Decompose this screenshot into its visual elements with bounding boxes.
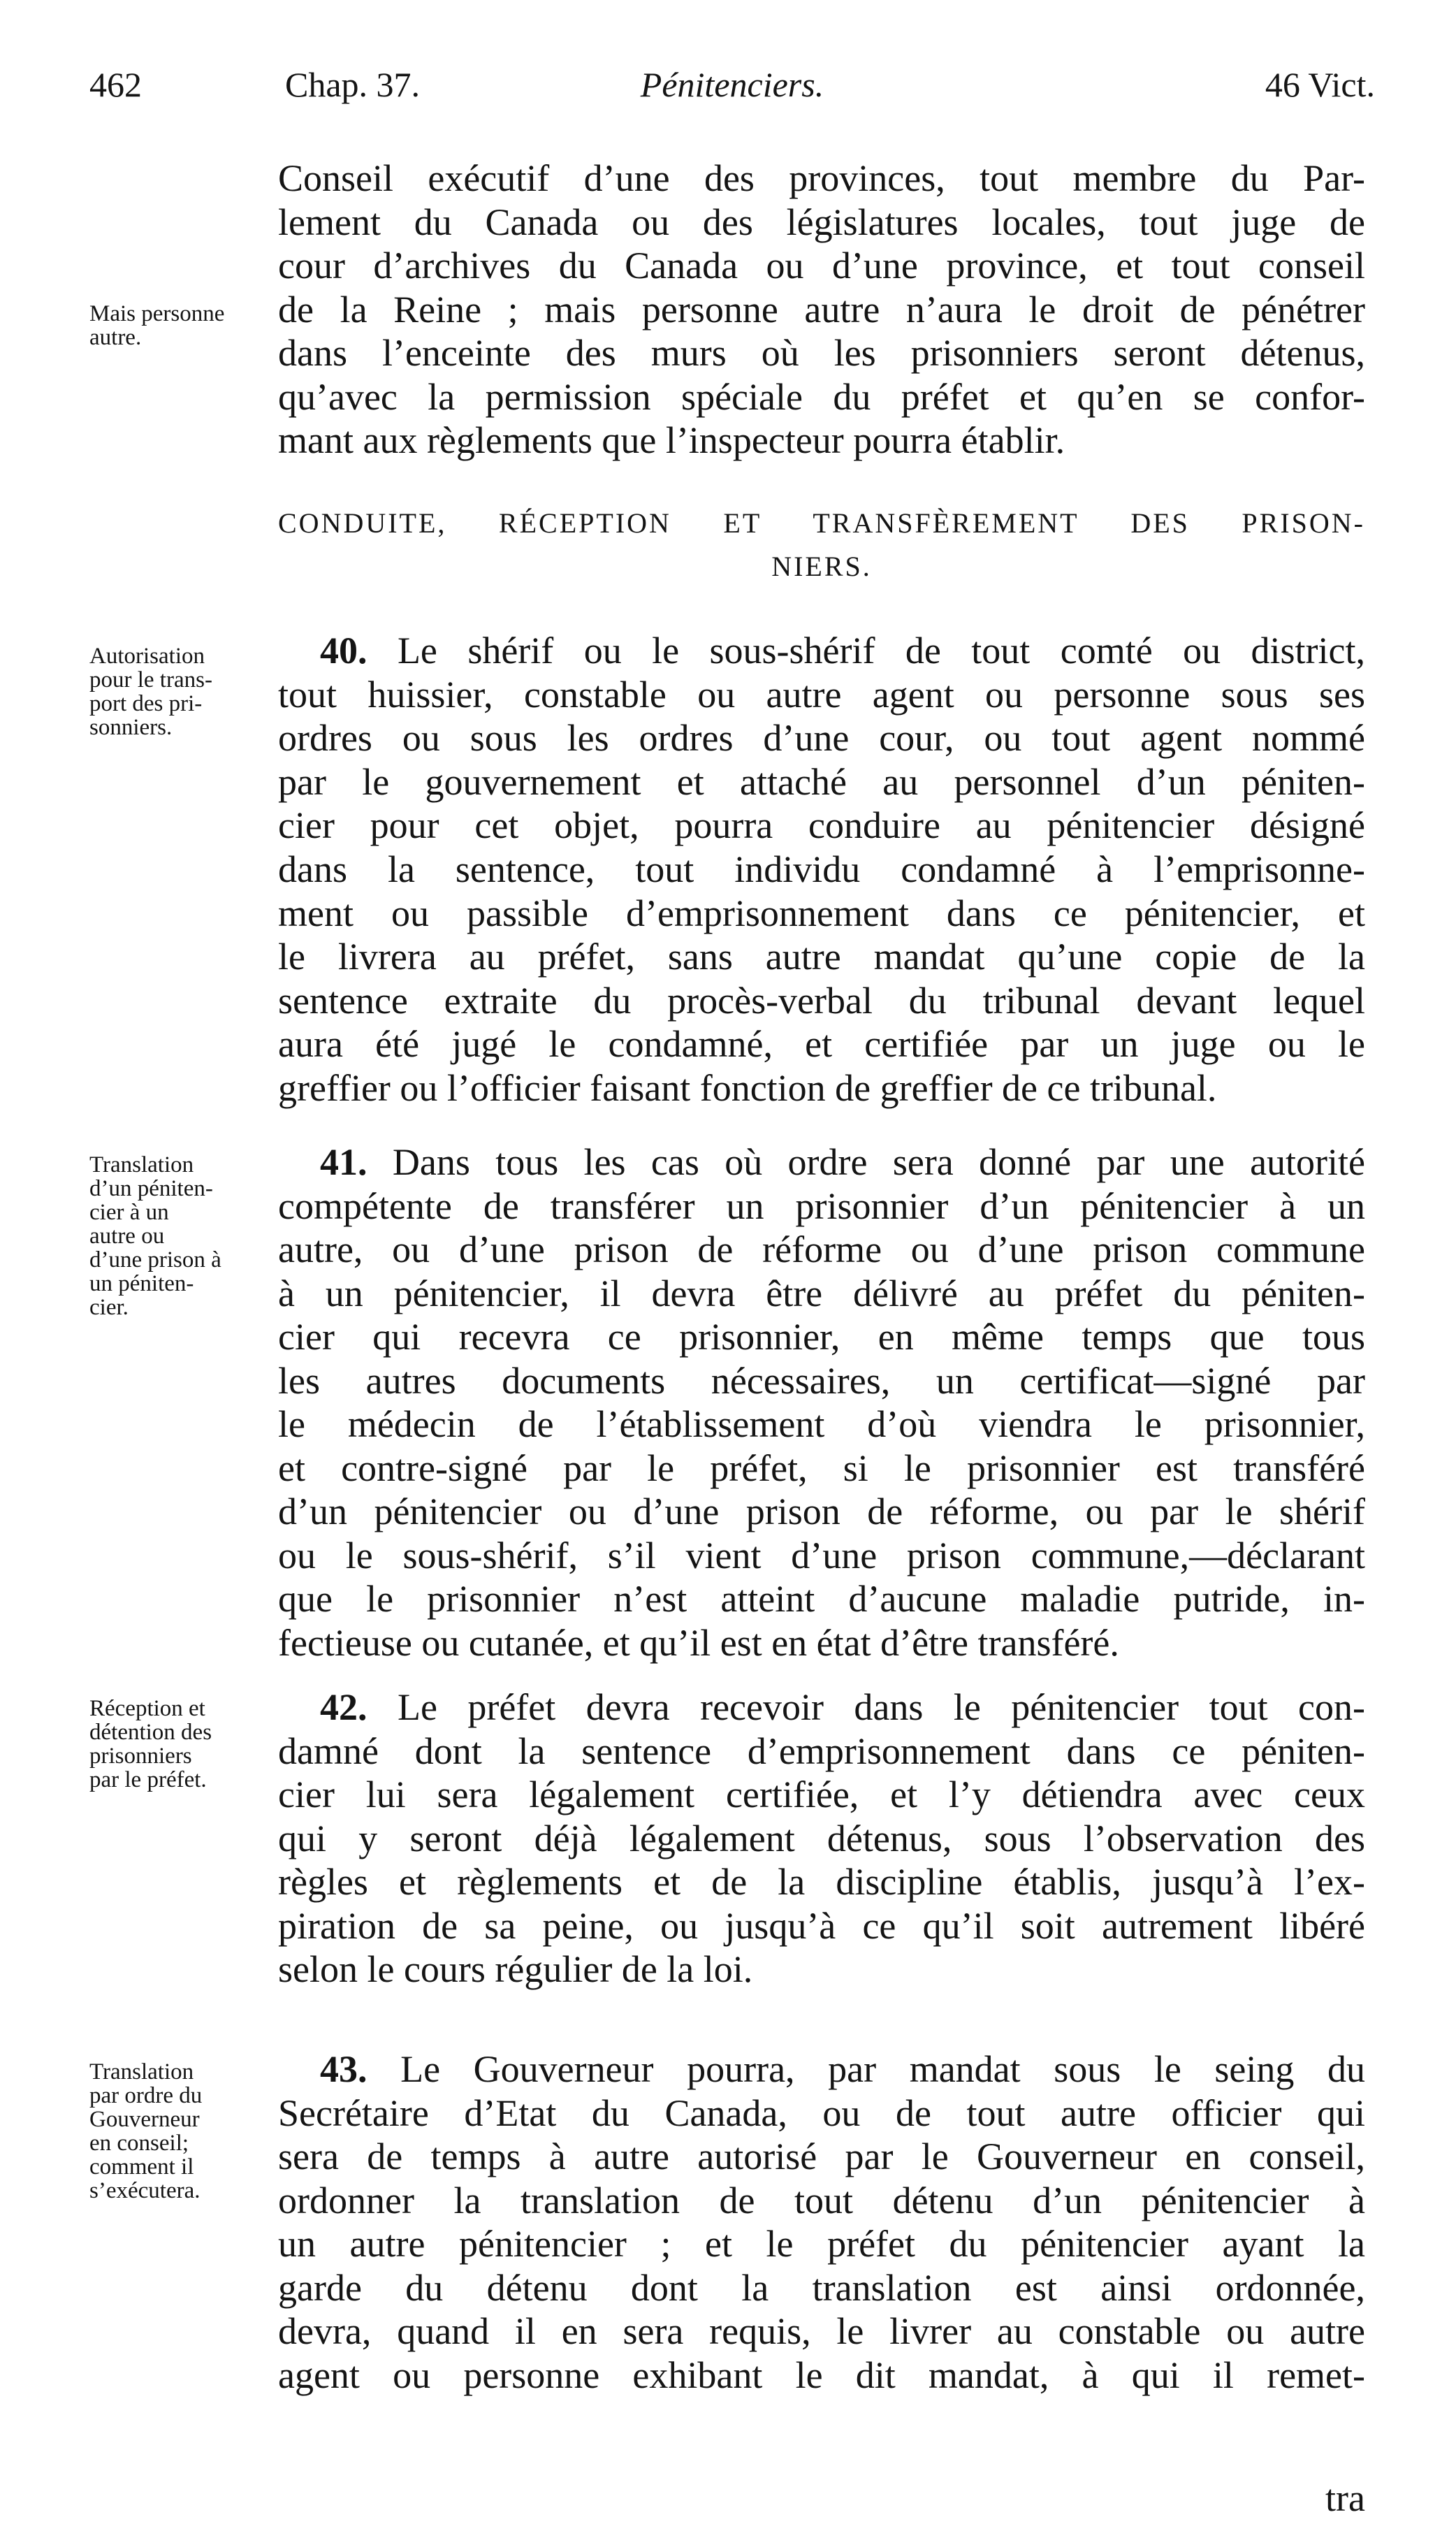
text-line: agent ou personne exhibant le dit mandat, à qui il remet- [278, 2354, 1365, 2396]
text-line: sentence extraite du procès-verbal du tribunal devant lequel [278, 979, 1365, 1022]
text-line: Conseil exécutif d’une des provinces, tout membre du Par- [278, 157, 1365, 199]
text-line [278, 2047, 1365, 2091]
text-line: un autre pénitencier ; et le préfet du pénitencier ayant la [278, 2223, 1365, 2265]
text-line: cier pour cet objet, pourra conduire au pénitencier désigné [278, 804, 1365, 847]
margin-note-line: cier à un [89, 1200, 169, 1225]
text-line: que le prisonnier n’est atteint d’aucune maladie putride, in- [278, 1578, 1365, 1620]
regnal-year: 46 Vict. [1265, 65, 1375, 104]
text-line: ment ou passible d’emprisonnement dans ce pénitencier, et [278, 892, 1365, 934]
running-header [89, 64, 1375, 120]
margin-note-line: d’une prison à [89, 1247, 221, 1272]
margin-note-line: d’un péniten- [89, 1176, 213, 1201]
margin-note-line: en conseil; [89, 2131, 189, 2156]
text-line: cour d’archives du Canada ou d’une province, et tout conseil [278, 245, 1365, 287]
text-line: fectieuse ou cutanée, et qu’il est en état d’être transféré. [278, 1621, 1119, 1664]
margin-note-line: Gouverneur [89, 2107, 200, 2132]
text-line [278, 1140, 1365, 1184]
text-line: tout huissier, constable ou autre agent ou personne sous ses [278, 673, 1365, 716]
intro-paragraph [278, 157, 1365, 463]
text-line: et contre-signé par le préfet, si le prisonnier est transféré [278, 1446, 1365, 1489]
margin-note-intro [89, 302, 278, 349]
header-title: Pénitenciers. [640, 65, 824, 104]
margin-note-line: autre ou [89, 1224, 165, 1249]
page-number: 462 [89, 65, 142, 104]
section-number: 40. [320, 630, 367, 672]
chapter-label: Chap. 37. [285, 65, 421, 104]
text-line: lement du Canada ou des législatures locales, tout juge de [278, 201, 1365, 243]
margin-note-section-42 [89, 1697, 278, 1792]
heading-line: NIERS. [771, 551, 872, 582]
text-line: Secrétaire d’Etat du Canada, ou de tout autre officier qui [278, 2091, 1365, 2134]
margin-note-line: sonniers. [89, 715, 173, 740]
text-line: les autres documents nécessaires, un certificat—signé par [278, 1359, 1365, 1402]
margin-note-line: détention des [89, 1720, 212, 1745]
heading-line: CONDUITE, RÉCEPTION ET TRANSFÈREMENT DES PRISON- [278, 507, 1365, 539]
text-line: dans l’enceinte des murs où les prisonniers seront détenus, [278, 332, 1365, 374]
margin-note-line: pour le trans- [89, 667, 212, 692]
text-line: selon le cours régulier de la loi. [278, 1948, 753, 1990]
section-42 [278, 1685, 1365, 1992]
text-line: devra, quand il en sera requis, le livrer au constable ou autre [278, 2310, 1365, 2352]
margin-note-line: prisonniers [89, 1743, 192, 1769]
text-line: garde du détenu dont la translation est ainsi ordonnée, [278, 2266, 1365, 2309]
text-line: autre, ou d’une prison de réforme ou d’une prison commune [278, 1228, 1365, 1270]
margin-note-section-40 [89, 644, 278, 739]
margin-note-line: par ordre du [89, 2083, 203, 2108]
margin-note-line: Réception et [89, 1696, 205, 1721]
section-first-line: Dans tous les cas où ordre sera donné par une autorité [392, 1141, 1365, 1183]
section-first-line: Le shérif ou le sous-shérif de tout comté ou district, [397, 630, 1366, 672]
margin-note-line: Mais personne [89, 301, 225, 326]
text-line: damné dont la sentence d’emprisonnement dans ce péniten- [278, 1730, 1365, 1772]
section-heading [278, 502, 1365, 588]
text-line: dans la sentence, tout individu condamné à l’emprisonne- [278, 848, 1365, 890]
text-line: règles et règlements et de la discipline établis, jusqu’à l’ex- [278, 1861, 1365, 1903]
text-line: greffier ou l’officier faisant fonction de greffier de ce tribunal. [278, 1066, 1217, 1109]
text-line: qu’avec la permission spéciale du préfet et qu’en se confor- [278, 375, 1365, 418]
text-line: à un pénitencier, il devra être délivré au préfet du péniten- [278, 1272, 1365, 1314]
margin-note-line: s’exécutera. [89, 2178, 201, 2203]
text-line: cier qui recevra ce prisonnier, en même temps que tous [278, 1316, 1365, 1358]
margin-note-line: par le préfet. [89, 1767, 207, 1792]
text-line: d’un pénitencier ou d’une prison de réforme, ou par le shérif [278, 1491, 1365, 1532]
text-line: ordres ou sous les ordres d’une cour, ou tout agent nommé [278, 717, 1365, 760]
text-line [278, 629, 1365, 673]
section-number: 41. [320, 1141, 367, 1183]
margin-note-line: Autorisation [89, 644, 205, 669]
margin-note-section-43 [89, 2060, 278, 2203]
section-40 [278, 629, 1365, 1110]
margin-note-line: autre. [89, 325, 142, 350]
margin-note-line: un péniten- [89, 1271, 194, 1296]
text-line: de la Reine ; mais personne autre n’aura le droit de pénétrer [278, 288, 1365, 331]
text-line: aura été jugé le condamné, et certifiée par un juge ou le [278, 1023, 1365, 1066]
section-number: 43. [320, 2048, 367, 2090]
text-line: cier lui sera légalement certifiée, et l’y détiendra avec ceux [278, 1774, 1365, 1815]
section-41 [278, 1140, 1365, 1665]
text-line: piration de sa peine, ou jusqu’à ce qu’il soit autrement libéré [278, 1904, 1365, 1947]
catchword: tra [1325, 2477, 1365, 2519]
section-first-line: Le Gouverneur pourra, par mandat sous le seing du [400, 2048, 1365, 2090]
margin-note-line: Translation [89, 2059, 194, 2084]
margin-note-line: Translation [89, 1152, 194, 1177]
text-line: le livrera au préfet, sans autre mandat qu’une copie de la [278, 936, 1365, 978]
margin-note-section-41 [89, 1153, 278, 1319]
section-number: 42. [320, 1686, 367, 1728]
text-line: ordonner la translation de tout détenu d’un pénitencier à [278, 2179, 1365, 2221]
margin-note-line: cier. [89, 1295, 129, 1320]
text-line: mant aux règlements que l’inspecteur pourra établir. [278, 419, 1065, 461]
text-line: sera de temps à autre autorisé par le Gouverneur en conseil, [278, 2135, 1365, 2177]
section-43 [278, 2047, 1365, 2397]
text-line: le médecin de l’établissement d’où viendra le prisonnier, [278, 1403, 1365, 1445]
margin-note-line: comment il [89, 2154, 194, 2180]
text-line: par le gouvernement et attaché au personnel d’un péniten- [278, 760, 1365, 803]
margin-note-line: port des pri- [89, 691, 203, 716]
text-line: qui y seront déjà légalement détenus, sous l’observation des [278, 1817, 1365, 1859]
text-line: compétente de transférer un prisonnier d’un pénitencier à un [278, 1184, 1365, 1227]
text-line: ou le sous-shérif, s’il vient d’une prison commune,—déclarant [278, 1534, 1365, 1576]
text-line [278, 1685, 1365, 1730]
section-first-line: Le préfet devra recevoir dans le pénitencier tout con- [397, 1686, 1365, 1728]
